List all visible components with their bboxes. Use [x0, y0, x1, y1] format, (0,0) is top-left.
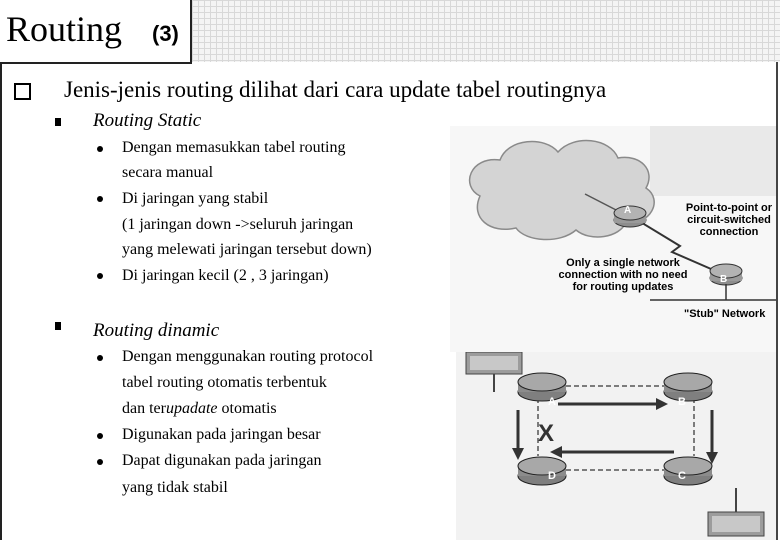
dynamic-line-3 [122, 400, 277, 418]
dynamic-line-5: Dapat digunakan pada jaringan [122, 452, 322, 469]
dot-bullet-icon [97, 355, 103, 361]
title-box [0, 0, 192, 64]
checkbox-bullet-icon [14, 83, 31, 100]
frame-right-border [776, 62, 778, 540]
single-label-line: Only a single network [566, 257, 680, 269]
frame-left-border [0, 62, 2, 540]
dynamic-line-3a: dan ter [122, 400, 166, 417]
section-label-dynamic: Routing dinamic [93, 320, 220, 341]
network-segment-icon [466, 352, 522, 374]
static-line-4: (1 jaringan down ->seluruh jaringan [122, 216, 354, 233]
dot-bullet-icon [97, 196, 103, 202]
single-label-line: connection with no need [558, 269, 688, 281]
static-line-2: secara manual [122, 164, 214, 181]
static-route-figure [450, 126, 776, 352]
router-a-label: A [624, 205, 632, 216]
dynamic-line-6: yang tidak stabil [122, 479, 228, 496]
router-a-icon [518, 373, 566, 401]
dynamic-line-1: Dengan menggunakan routing protocol [122, 348, 374, 365]
single-label-line: for routing updates [572, 281, 674, 293]
square-bullet-icon [55, 322, 61, 330]
p2p-label [684, 202, 774, 238]
dot-bullet-icon [97, 459, 103, 465]
static-line-6: Di jaringan kecil (2 , 3 jaringan) [122, 267, 329, 284]
dot-bullet-icon [97, 273, 103, 279]
router-c-label: C [678, 470, 686, 482]
slide-title: Routing [6, 9, 123, 49]
dynamic-line-4: Digunakan pada jaringan besar [122, 426, 321, 443]
p2p-label-line: circuit-switched [687, 214, 771, 226]
router-b-icon [664, 373, 712, 401]
failed-link-x-icon: X [538, 420, 555, 447]
p2p-label-line: connection [699, 226, 759, 238]
dynamic-route-figure [456, 352, 776, 540]
stub-network-label: "Stub" Network [684, 308, 766, 320]
router-d-icon [518, 457, 566, 485]
dot-bullet-icon [97, 146, 103, 152]
slide-heading: Jenis-jenis routing dilihat dari cara update tabel routingnya [64, 77, 607, 102]
static-line-1: Dengan memasukkan tabel routing [122, 139, 346, 156]
router-b-label: B [720, 274, 728, 285]
network-segment-icon [708, 512, 764, 536]
single-connection-label [558, 257, 688, 293]
dynamic-line-3c: otomatis [217, 400, 277, 417]
router-d-label: D [548, 470, 556, 482]
slide-title-suffix: (3) [152, 21, 179, 46]
dynamic-line-2: tabel routing otomatis terbentuk [122, 374, 327, 391]
router-a-label: A [548, 396, 556, 408]
section-label-static: Routing Static [93, 110, 202, 131]
square-bullet-icon [55, 118, 61, 126]
static-line-5: yang melewati jaringan tersebut down) [122, 241, 372, 258]
p2p-label-line: Point-to-point or [685, 202, 773, 214]
dynamic-line-3b: upadate [165, 400, 218, 417]
router-c-icon [664, 457, 712, 485]
router-b-label: B [678, 396, 686, 408]
dynamic-route-diagram [456, 352, 776, 540]
dot-bullet-icon [97, 433, 103, 439]
static-line-3: Di jaringan yang stabil [122, 190, 269, 207]
